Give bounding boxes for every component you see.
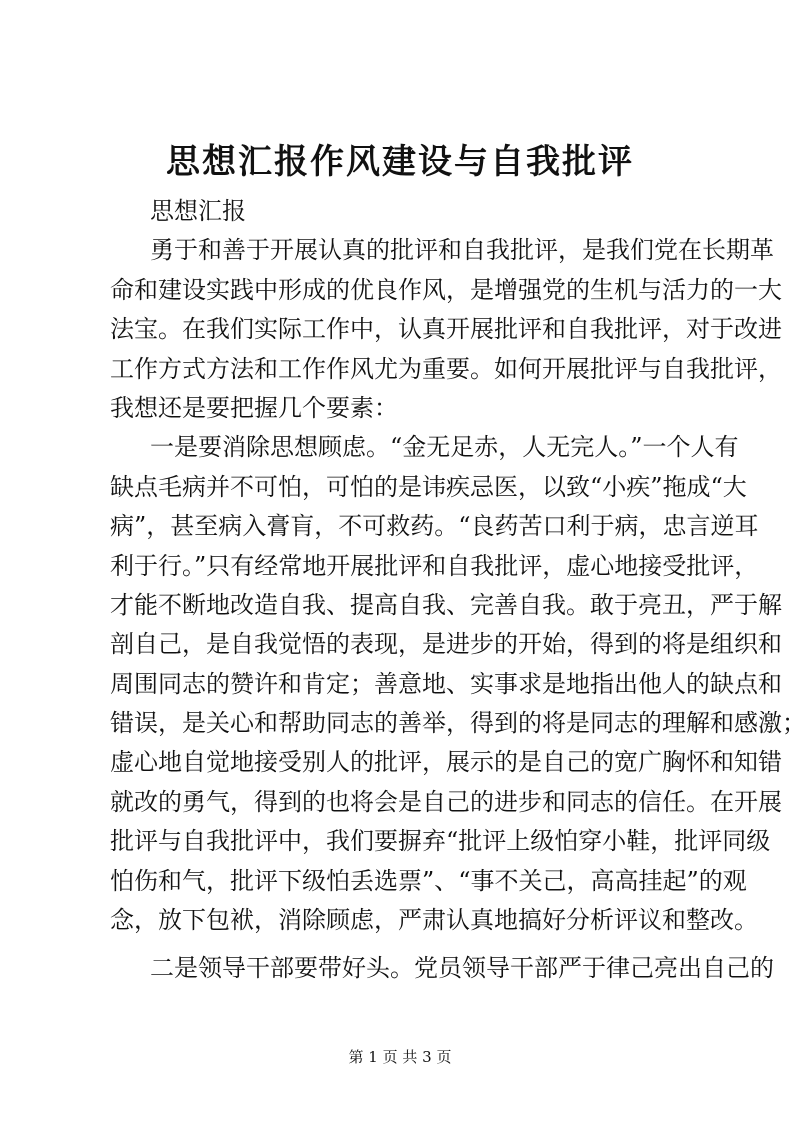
text-line: 就改的勇气，得到的也将会是自己的进步和同志的信任。在开展 bbox=[110, 787, 782, 816]
text-line: 念，放下包袱，消除顾虑，严肃认真地搞好分析评议和整改。 bbox=[110, 906, 758, 935]
text-line: 一是要消除思想顾虑。“金无足赤，人无完人。”一个人有 bbox=[150, 433, 739, 462]
text-line: 错误，是关心和帮助同志的善举，得到的将是同志的理解和感激； bbox=[110, 709, 806, 738]
text-line: 周围同志的赞许和肯定；善意地、实事求是地指出他人的缺点和 bbox=[110, 669, 782, 698]
text-line: 勇于和善于开展认真的批评和自我批评，是我们党在长期革 bbox=[150, 236, 774, 265]
text-line: 二是领导干部要带好头。党员领导干部严于律己亮出自己的 bbox=[150, 954, 774, 983]
text-line: 缺点毛病并不可怕，可怕的是讳疾忌医，以致“小疾”拖成“大 bbox=[110, 472, 747, 501]
text-line: 利于行。”只有经常地开展批评和自我批评，虚心地接受批评， bbox=[110, 551, 759, 580]
text-line: 剖自己，是自我觉悟的表现，是进步的开始，得到的将是组织和 bbox=[110, 630, 782, 659]
body-text bbox=[110, 192, 806, 989]
text-line: 我想还是要把握几个要素： bbox=[110, 393, 398, 422]
section-heading: 思想汇报 bbox=[150, 197, 246, 225]
page-number-footer: 第 1 页 共 3 页 bbox=[348, 1048, 452, 1066]
text-line: 法宝。在我们实际工作中，认真开展批评和自我批评，对于改进 bbox=[110, 315, 782, 344]
document-title: 思想汇报作风建设与自我批评 bbox=[166, 142, 634, 182]
text-line: 病”，甚至病入膏肓，不可救药。“良药苦口利于病，忠言逆耳 bbox=[110, 512, 759, 541]
text-line: 批评与自我批评中，我们要摒弃“批评上级怕穿小鞋，批评同级 bbox=[110, 827, 771, 856]
text-line: 虚心地自觉地接受别人的批评，展示的是自己的宽广胸怀和知错 bbox=[110, 748, 782, 777]
text-line: 工作方式方法和工作作风尤为重要。如何开展批评与自我批评， bbox=[110, 354, 782, 383]
text-line: 才能不断地改造自我、提高自我、完善自我。敢于亮丑，严于解 bbox=[110, 590, 782, 619]
text-line: 怕伤和气，批评下级怕丢选票”、“事不关己，高高挂起”的观 bbox=[110, 866, 747, 895]
text-line: 命和建设实践中形成的优良作风，是增强党的生机与活力的一大 bbox=[110, 275, 782, 304]
